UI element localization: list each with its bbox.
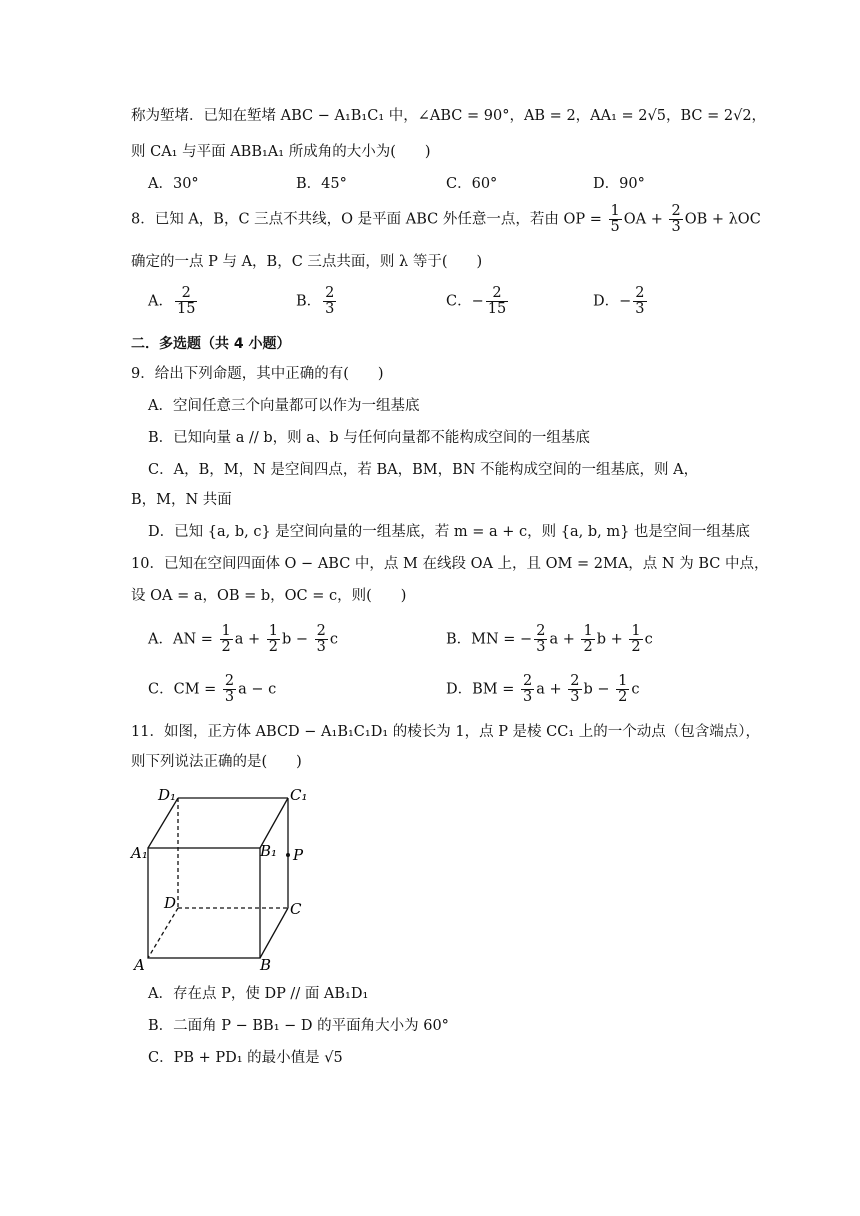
q11-option-a: A．存在点 P，使 DP // 面 AB₁D₁	[148, 986, 369, 1002]
q8-option-c: C．− $\frac{2}{15}$	[446, 285, 507, 317]
edge-d-a-hidden	[148, 908, 178, 958]
q9-option-a: A．空间任意三个向量都可以作为一组基底	[148, 398, 420, 414]
q9-option-c-line2: B，M，N 共面	[131, 492, 232, 508]
q10-option-c: C．CM = $\frac{2}{3}$ a − c	[148, 673, 277, 705]
edge-b-c	[260, 908, 288, 958]
label-d: D	[164, 894, 177, 912]
label-a: A	[134, 956, 145, 974]
q9-option-c-line1: C．A，B，M，N 是空间四点，若 BA，BM，BN 不能构成空间的一组基底，则 A，	[148, 462, 699, 478]
q8-stem-line2: 确定的一点 P 与 A，B，C 三点共面，则 λ 等于( )	[131, 254, 483, 270]
q10-stem-line2: 设 OA = a，OB = b，OC = c，则( )	[131, 588, 407, 604]
q7-option-b: B．45°	[296, 176, 347, 192]
q8-option-d: D．− $\frac{2}{3}$	[593, 285, 645, 317]
q11-stem-line2: 则下列说法正确的是( )	[131, 754, 302, 770]
q7-stem-line2: 则 CA₁ 与平面 ABB₁A₁ 所成角的大小为( )	[131, 144, 431, 160]
section-multiple-choice-heading: 二．多选题（共 4 小题）	[131, 336, 291, 352]
label-b: B	[260, 956, 272, 974]
point-p-marker	[286, 853, 290, 857]
q11-option-c: C．PB + PD₁ 的最小值是 √5	[148, 1050, 343, 1066]
q7-stem-line1: 称为堑堵．已知在堑堵 ABC − A₁B₁C₁ 中，∠ABC = 90°，AB = 2，AA₁ = 2√5，BC = 2√2，	[131, 108, 767, 124]
q8-fraction-1: $\frac{1}{5}$	[610, 203, 620, 235]
q7-option-a: A．30°	[148, 176, 199, 192]
q11-option-b: B．二面角 P − BB₁ − D 的平面角大小为 60°	[148, 1018, 449, 1034]
label-d1: D₁	[158, 786, 177, 804]
edge-b1-c1	[260, 798, 288, 848]
q10-option-d: D．BM = $\frac{2}{3}$ a + $\frac{2}{3}$ b − $\frac{1}{2}$ c	[446, 673, 640, 705]
q9-option-d: D．已知 {a, b, c} 是空间向量的一组基底，若 m = a + c，则 {a, b, m} 也是空间一组基底	[148, 524, 750, 540]
q10-option-a: A．AN = $\frac{1}{2}$ a + $\frac{1}{2}$ b − $\frac{2}{3}$ c	[148, 623, 339, 655]
label-b1: B₁	[260, 842, 278, 860]
q8-option-b: B． $\frac{2}{3}$	[296, 285, 335, 317]
edge-a1-d1	[148, 798, 178, 848]
q8-fraction-2: $\frac{2}{3}$	[671, 203, 681, 235]
label-a1: A₁	[131, 844, 148, 862]
label-p: P	[293, 846, 304, 864]
cube-figure	[128, 780, 328, 980]
q8-option-a: A． $\frac{2}{15}$	[148, 285, 196, 317]
label-c1: C₁	[290, 786, 308, 804]
q9-stem: 9．给出下列命题，其中正确的有( )	[131, 366, 384, 382]
label-c: C	[290, 900, 302, 918]
q7-option-c: C．60°	[446, 176, 498, 192]
q7-option-d: D．90°	[593, 176, 645, 192]
q8-stem-line1: 8．已知 A，B，C 三点不共线，O 是平面 ABC 外任意一点，若由 OP = $\frac{1}{5}$ OA + $\frac{2}{3}$ OB + λOC	[131, 203, 761, 235]
q11-stem-line1: 11．如图，正方体 ABCD − A₁B₁C₁D₁ 的棱长为 1，点 P 是棱 CC₁ 上的一个动点（包含端点），	[131, 724, 761, 740]
q10-stem-line1: 10．已知在空间四面体 O − ABC 中，点 M 在线段 OA 上，且 OM = 2MA，点 N 为 BC 中点，	[131, 556, 769, 572]
q9-option-b: B．已知向量 a // b，则 a、b 与任何向量都不能构成空间的一组基底	[148, 430, 590, 446]
q10-option-b: B．MN = − $\frac{2}{3}$ a + $\frac{1}{2}$ b + $\frac{1}{2}$ c	[446, 623, 653, 655]
